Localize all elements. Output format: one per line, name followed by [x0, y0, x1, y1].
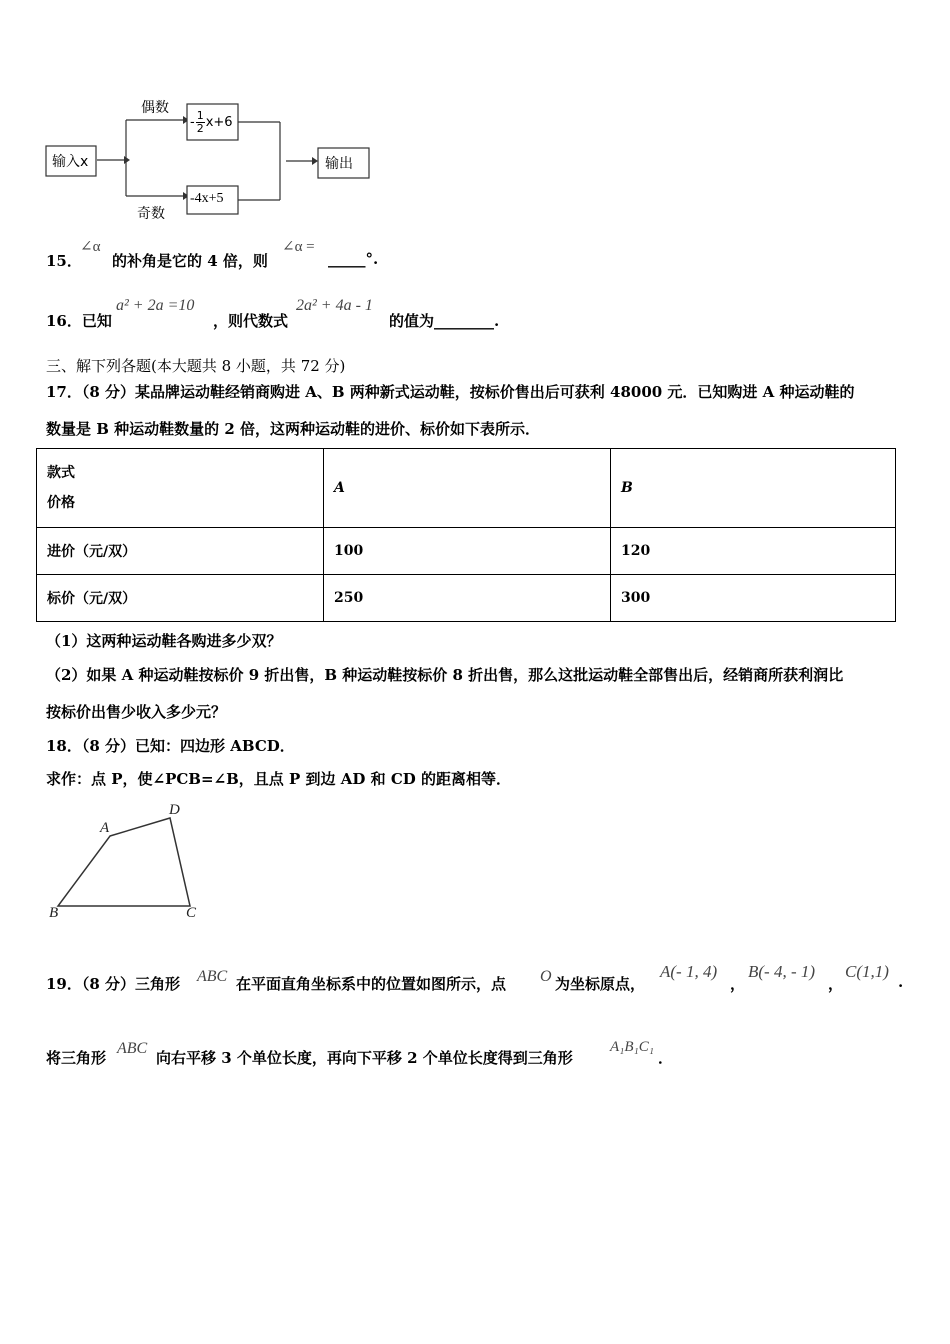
cell-b: 300 — [611, 575, 896, 622]
q19-end: . — [898, 973, 904, 991]
even-label: 偶数 — [141, 100, 169, 116]
q16-text-2: 的值为 — [389, 312, 435, 330]
row-label: 标价（元/双） — [37, 575, 324, 622]
table-header-cell — [37, 449, 324, 528]
q19-line-2-end: ． — [658, 1049, 674, 1067]
odd-label: 奇数 — [137, 206, 165, 222]
q17-sub-2-line-2: 按标价出售少收入多少元？ — [46, 703, 227, 721]
q19-number: 19．（8 分）三角形 — [46, 975, 181, 993]
section-3-heading: 三、解下列各题(本大题共 8 小题，共 72 分) — [46, 357, 346, 375]
q19-abc-2: ABC — [117, 1040, 148, 1057]
q19-text-2: 为坐标原点， — [555, 975, 646, 993]
q19-origin: O — [540, 968, 552, 985]
q16-answer — [389, 310, 499, 331]
q16-expression-1: a² + 2a =10 — [116, 297, 195, 314]
q16-number: 16．已知 — [46, 312, 112, 330]
even-formula-rest: x+6 — [205, 114, 233, 130]
q19-point-b: B(- 4, - 1) — [748, 962, 816, 981]
q15-text: 的补角是它的 4 倍，则 — [112, 252, 268, 270]
q18-line-1: 18．（8 分）已知：四边形 ABCD． — [46, 737, 295, 755]
even-formula — [190, 104, 233, 140]
header-col-a: A — [324, 449, 611, 528]
even-formula-sign: - — [190, 114, 195, 130]
q16-end: . — [494, 312, 500, 330]
blank: ________ — [434, 312, 495, 330]
vertex-b-label: B — [49, 905, 59, 921]
cell-a: 250 — [324, 575, 611, 622]
vertex-c-label: C — [186, 905, 197, 921]
q19-line-2-pre: 将三角形 — [46, 1049, 107, 1067]
q19-point-a: A(- 1, 4) — [660, 962, 718, 981]
fraction-numerator: 1 — [196, 108, 204, 122]
input-label: 输入x — [52, 154, 89, 170]
q15-number: 15． — [46, 252, 82, 270]
q15-angle-equals: ∠α = — [282, 239, 315, 255]
table-row — [37, 575, 896, 622]
question-15 — [46, 250, 82, 271]
price-table — [36, 448, 896, 622]
q19-text-1: 在平面直角坐标系中的位置如图所示，点 — [236, 975, 507, 993]
table-row — [37, 528, 896, 575]
table-header-row — [37, 449, 896, 528]
output-label: 输出 — [325, 156, 353, 172]
header-style-label: 款式 — [47, 465, 75, 481]
q19-abc: ABC — [197, 968, 228, 985]
q19-separator: ， — [730, 975, 746, 993]
header-col-b: B — [611, 449, 896, 528]
q19-line-2-mid: 向右平移 3 个单位长度，再向下平移 2 个单位长度得到三角形 — [156, 1049, 573, 1067]
arrowhead — [312, 157, 318, 165]
blank: _____ — [328, 250, 366, 268]
q19-separator: ， — [828, 975, 844, 993]
q17-line-1: 17．（8 分）某品牌运动鞋经销商购进 A、B 两种新式运动鞋，按标价售出后可获利 48000 元．已知购进 A 种运动鞋的 — [46, 383, 855, 401]
q16-text: ，则代数式 — [213, 312, 289, 330]
q16-expression-2: 2a² + 4a - 1 — [296, 297, 373, 314]
quadrilateral-svg — [40, 800, 210, 930]
quadrilateral-abcd — [58, 818, 190, 906]
vertex-d-label: D — [169, 802, 180, 818]
q15-angle-alpha: ∠α — [80, 239, 101, 255]
odd-formula: -4x+5 — [190, 191, 224, 206]
row-label: 进价（元/双） — [37, 528, 324, 575]
vertex-a-label: A — [100, 820, 110, 836]
header-price-label: 价格 — [47, 495, 75, 511]
q19-point-c: C(1,1) — [845, 962, 889, 981]
cell-a: 100 — [324, 528, 611, 575]
q15-answer-blank — [328, 250, 378, 268]
q18-line-2: 求作：点 P，使∠PCB=∠B，且点 P 到边 AD 和 CD 的距离相等． — [46, 770, 511, 788]
fraction-denominator: 2 — [196, 121, 204, 135]
cell-b: 120 — [611, 528, 896, 575]
q17-sub-2-line-1: （2）如果 A 种运动鞋按标价 9 折出售，B 种运动鞋按标价 8 折出售，那么这批运动鞋全部售出后，经销商所获利润比 — [46, 666, 844, 684]
arrowhead — [124, 156, 130, 164]
q15-end: °. — [365, 250, 379, 268]
even-formula-fraction — [196, 110, 205, 135]
q19-a1b1c1: A₁B₁C₁ — [610, 1039, 654, 1055]
q17-line-2: 数量是 B 种运动鞋数量的 2 倍，这两种运动鞋的进价、标价如下表所示． — [46, 420, 541, 438]
q17-sub-1: （1）这两种运动鞋各购进多少双？ — [46, 632, 282, 650]
